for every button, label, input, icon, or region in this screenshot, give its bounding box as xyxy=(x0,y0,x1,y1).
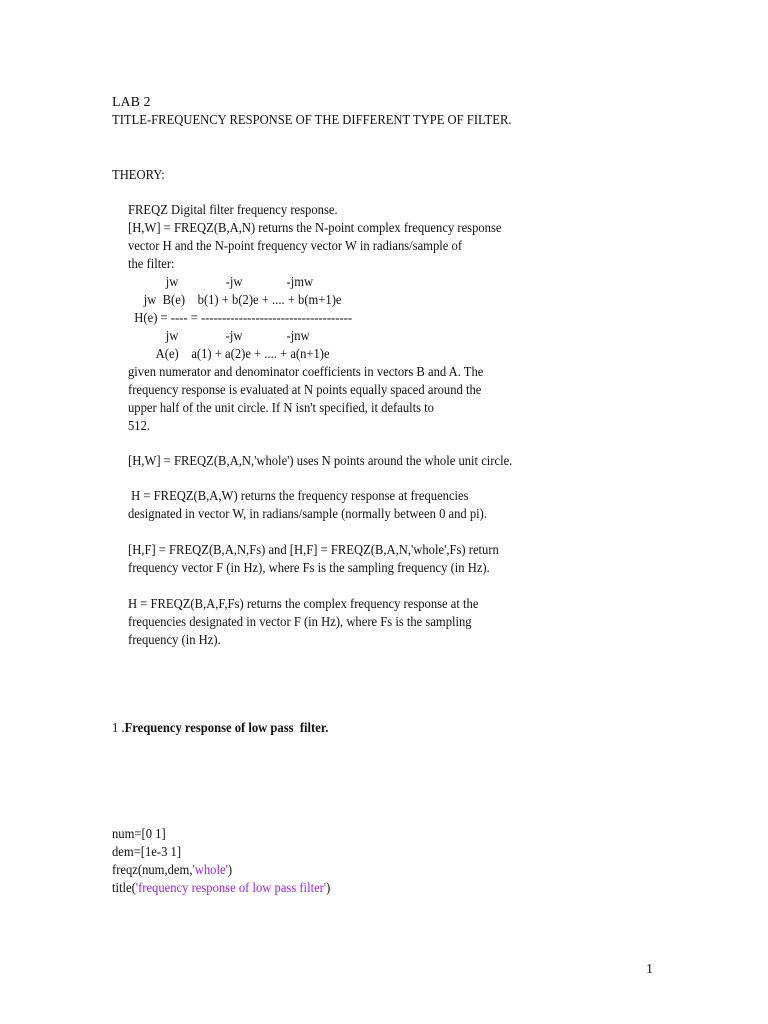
code-text: freqz(num,dem, xyxy=(112,863,193,878)
section-heading xyxy=(112,720,328,738)
theory-line: 512. xyxy=(128,419,151,434)
code-line-dem: dem=[1e-3 1] xyxy=(112,845,182,860)
code-text: ) xyxy=(227,863,233,878)
theory-line: the filter: xyxy=(128,257,175,272)
theory-paragraph-fs: [H,F] = FREQZ(B,A,N,Fs) and [H,F] = FREQZ(B,A,N,'whole',Fs) return xyxy=(128,543,499,558)
theory-line: FREQZ Digital filter frequency response. xyxy=(128,203,338,218)
code-text: ) xyxy=(326,881,331,896)
page-number: 1 xyxy=(646,962,653,977)
theory-paragraph-fs: frequency vector F (in Hz), where Fs is the sampling frequency (in Hz). xyxy=(128,561,490,576)
theory-paragraph-whole: [H,W] = FREQZ(B,A,N,'whole') uses N points around the whole unit circle. xyxy=(128,454,513,469)
code-line-num: num=[0 1] xyxy=(112,827,166,842)
theory-line: upper half of the unit circle. If N isn't specified, it defaults to xyxy=(128,401,434,416)
formula-line: H(e) = ---- = ------------------------------------ xyxy=(128,311,353,326)
page-title: TITLE-FREQUENCY RESPONSE OF THE DIFFERENT TYPE OF FILTER. xyxy=(112,113,512,128)
theory-heading: THEORY: xyxy=(112,168,165,183)
theory-line: frequency response is evaluated at N points equally spaced around the xyxy=(128,383,482,398)
code-string: 'frequency response of low pass filter' xyxy=(135,881,327,896)
theory-paragraph-f: frequencies designated in vector F (in Hz), where Fs is the sampling xyxy=(128,615,472,630)
code-line-title xyxy=(112,880,330,898)
theory-line: [H,W] = FREQZ(B,A,N) returns the N-point complex frequency response xyxy=(128,221,502,236)
formula-line: jw -jw -jmw xyxy=(128,275,314,290)
lab-label: LAB 2 xyxy=(112,95,151,110)
section-number: 1 . xyxy=(112,721,125,736)
theory-paragraph-f: frequency (in Hz). xyxy=(128,633,221,648)
code-string: 'whole' xyxy=(192,863,228,878)
theory-line: vector H and the N-point frequency vector W in radians/sample of xyxy=(128,239,463,254)
theory-paragraph-w: designated in vector W, in radians/sample (normally between 0 and pi). xyxy=(128,507,488,522)
code-text: title( xyxy=(112,881,136,896)
theory-paragraph-f: H = FREQZ(B,A,F,Fs) returns the complex frequency response at the xyxy=(128,597,479,612)
formula-line: A(e) a(1) + a(2)e + .... + a(n+1)e xyxy=(128,347,330,362)
formula-line: jw B(e) b(1) + b(2)e + .... + b(m+1)e xyxy=(128,293,342,308)
theory-line: given numerator and denominator coefficients in vectors B and A. The xyxy=(128,365,484,380)
code-line-freqz xyxy=(112,862,232,880)
formula-line: jw -jw -jnw xyxy=(128,329,310,344)
section-title: Frequency response of low pass filter. xyxy=(124,721,329,736)
theory-paragraph-w: H = FREQZ(B,A,W) returns the frequency response at frequencies xyxy=(128,489,469,504)
